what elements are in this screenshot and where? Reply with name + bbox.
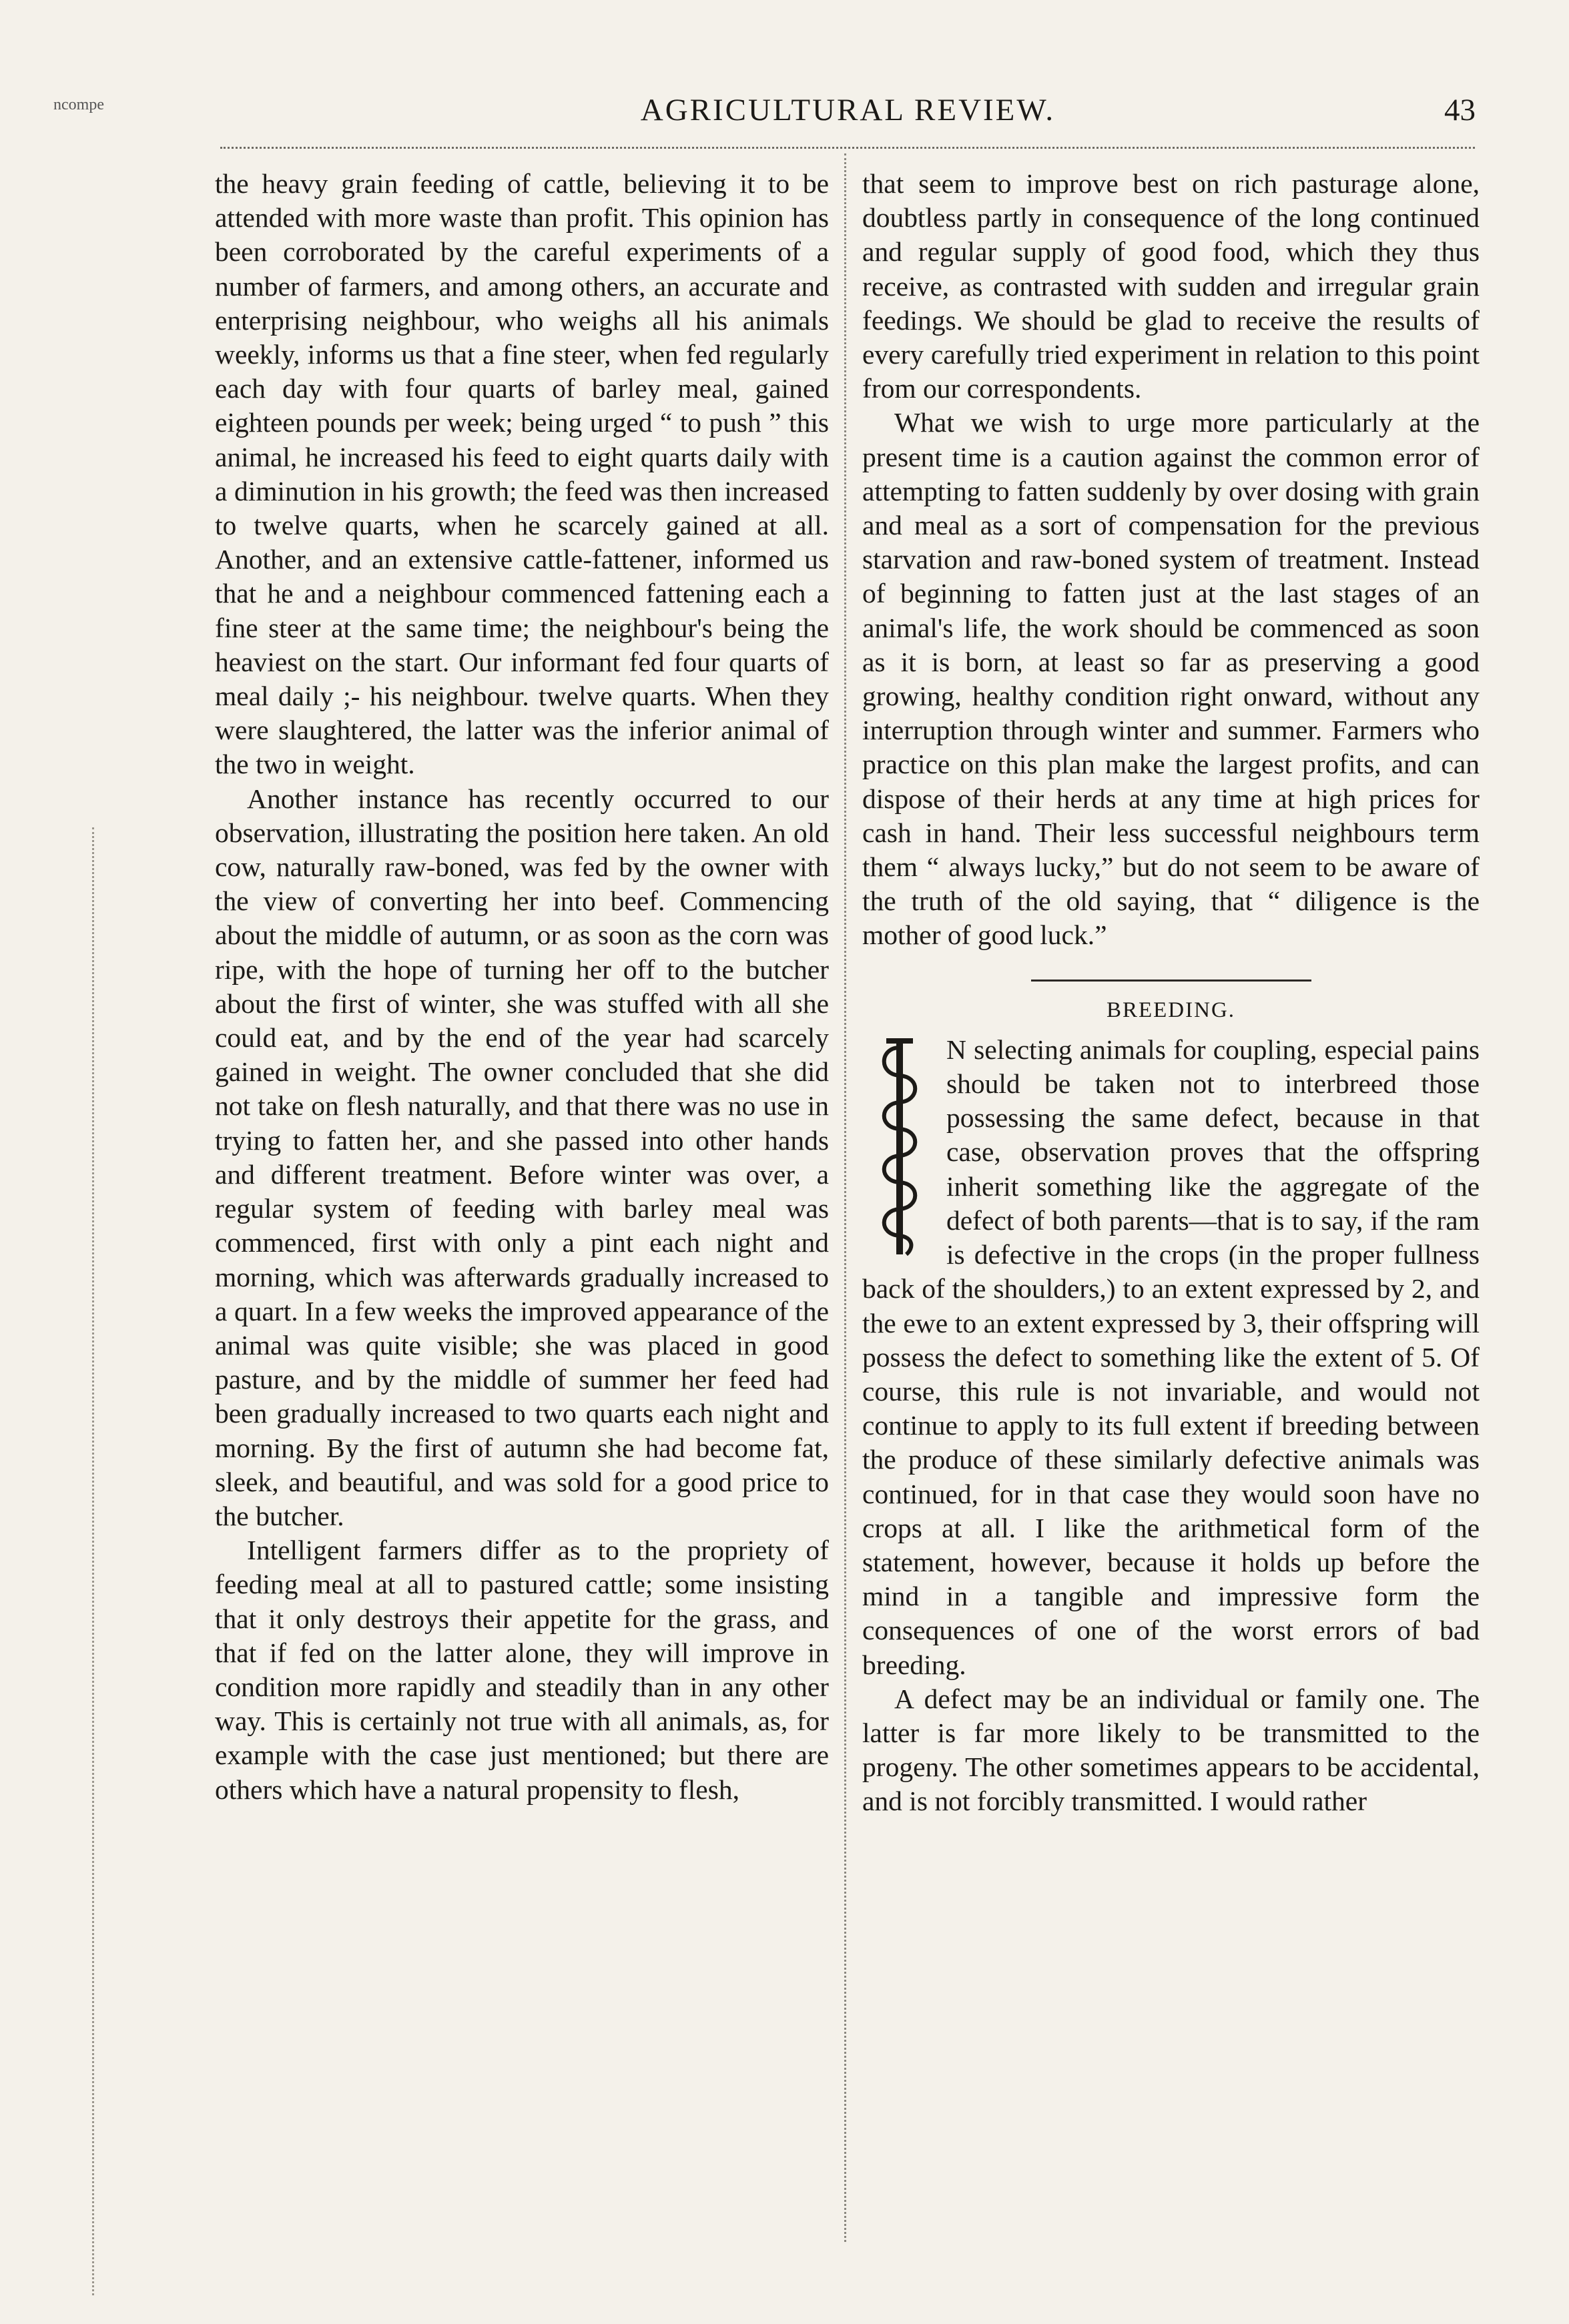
header-rule [220, 147, 1475, 149]
ornamental-drop-cap [866, 1034, 933, 1268]
section-rule [1031, 980, 1311, 982]
corner-mark: ncompe [53, 96, 104, 113]
section-heading: BREEDING. [1106, 998, 1236, 1022]
right-column [862, 167, 1480, 1819]
paragraph: N selecting animals for coupling, especial pains should be taken not to interbreed those possessing the same defect, because in that case, observation proves that the offspring inherit something like the aggregate of the defect of both parents—that is to say, if the ram is defective in the crops (in the proper fullness back of the shoulders,) to an extent expressed by 2, and the ewe to an extent expressed by 3, their offspring will possess the defect to something like the extent of 5. Of course, this rule is not invariable, and would not continue to apply to its full extent if breeding between the produce of these similarly defective animals was continued, for in that case they would soon have no crops at all. I like the arithmetical form of the statement, however, because it holds up before the mind in a tangible and impressive form the consequences of one of the worst errors of bad breeding. [862, 1034, 1480, 1680]
page-number: 43 [1444, 93, 1476, 127]
running-title: AGRICULTURAL REVIEW. [640, 93, 1056, 127]
binding-edge [92, 827, 97, 2295]
left-column [215, 167, 829, 1807]
paragraph: that seem to improve best on rich pasturage alone, doubtless partly in consequence of the long continued and regular supply of good food, which they thus receive, as contrasted with sudden and irregular grain feedings. We should be glad to receive the results of every carefully tried experiment in relation to this point from our correspondents. [862, 168, 1480, 404]
running-header [53, 85, 1476, 139]
paragraph: the heavy grain feeding of cattle, believing it to be attended with more waste than profit. This opinion has been corroborated by the careful experiments of a number of farmers, and among others, an accurate and enterprising neighbour, who weighs all his animals weekly, informs us that a fine steer, when fed regularly each day with four quarts of barley meal, gained eighteen pounds per week; being urged “ to push ” this animal, he increased his feed to eight quarts daily with a diminution in his growth; the feed was then increased to twelve quarts, when he scarcely gained at all. Another, and an extensive cattle-fattener, informed us that he and a neighbour commenced fattening each a fine steer at the same time; the neighbour's being the heaviest on the start. Our informant fed four quarts of meal daily ;- his neighbour. twelve quarts. When they were slaughtered, the latter was the inferior animal of the two in weight. [215, 168, 829, 780]
paragraph: A defect may be an individual or family one. The latter is far more likely to be transmitted to the progeny. The other sometimes appears to be accidental, and is not forcibly transmitted. I would rather [862, 1683, 1480, 1817]
paragraph: Intelligent farmers differ as to the propriety of feeding meal at all to pastured cattle; some insisting that it only destroys their appetite for the grass, and that if fed on the latter alone, they will improve in condition more rapidly and steadily than in any other way. This is certainly not true with all animals, as, for example with the case just mentioned; but there are others which have a natural propensity to flesh, [215, 1535, 829, 1805]
column-divider [844, 153, 846, 2242]
paragraph: What we wish to urge more particularly at the present time is a caution against the common error of attempting to fatten suddenly by over dosing with grain and meal as a sort of compensation for the previous starvation and raw-boned system of treatment. Instead of beginning to fatten just at the last stages of an animal's life, the work should be commenced as soon as it is born, at least so far as preserving a good growing, healthy condition right onward, without any interruption through winter and summer. Farmers who practice on this plan make the largest profits, and can dispose of their herds at any time at high prices for cash in hand. Their less successful neighbours term them “ always lucky,” but do not seem to be aware of the truth of the old saying, that “ diligence is the mother of good luck.” [862, 407, 1480, 951]
paragraph: Another instance has recently occurred to our observation, illustrating the position here taken. An old cow, naturally raw-boned, was fed by the owner with the view of converting her into beef. Commencing about the middle of autumn, or as soon as the corn was ripe, with the hope of turning her off to the butcher about the first of winter, she was stuffed with all she could eat, and by the end of the year had scarcely gained in weight. The owner concluded that she did not take on flesh naturally, and that there was no use in trying to fatten her, and she passed into other hands and different treatment. Before winter was over, a regular system of feeding with barley meal was commenced, first with only a pint each night and morning, which was afterwards gradually increased to a quart. In a few weeks the improved appearance of the animal was quite visible; she was placed in good pasture, and by the middle of summer her feed had been gradually increased to two quarts each night and morning. By the first of autumn she had become fat, sleek, and beautiful, and was sold for a good price to the butcher. [215, 783, 829, 1531]
